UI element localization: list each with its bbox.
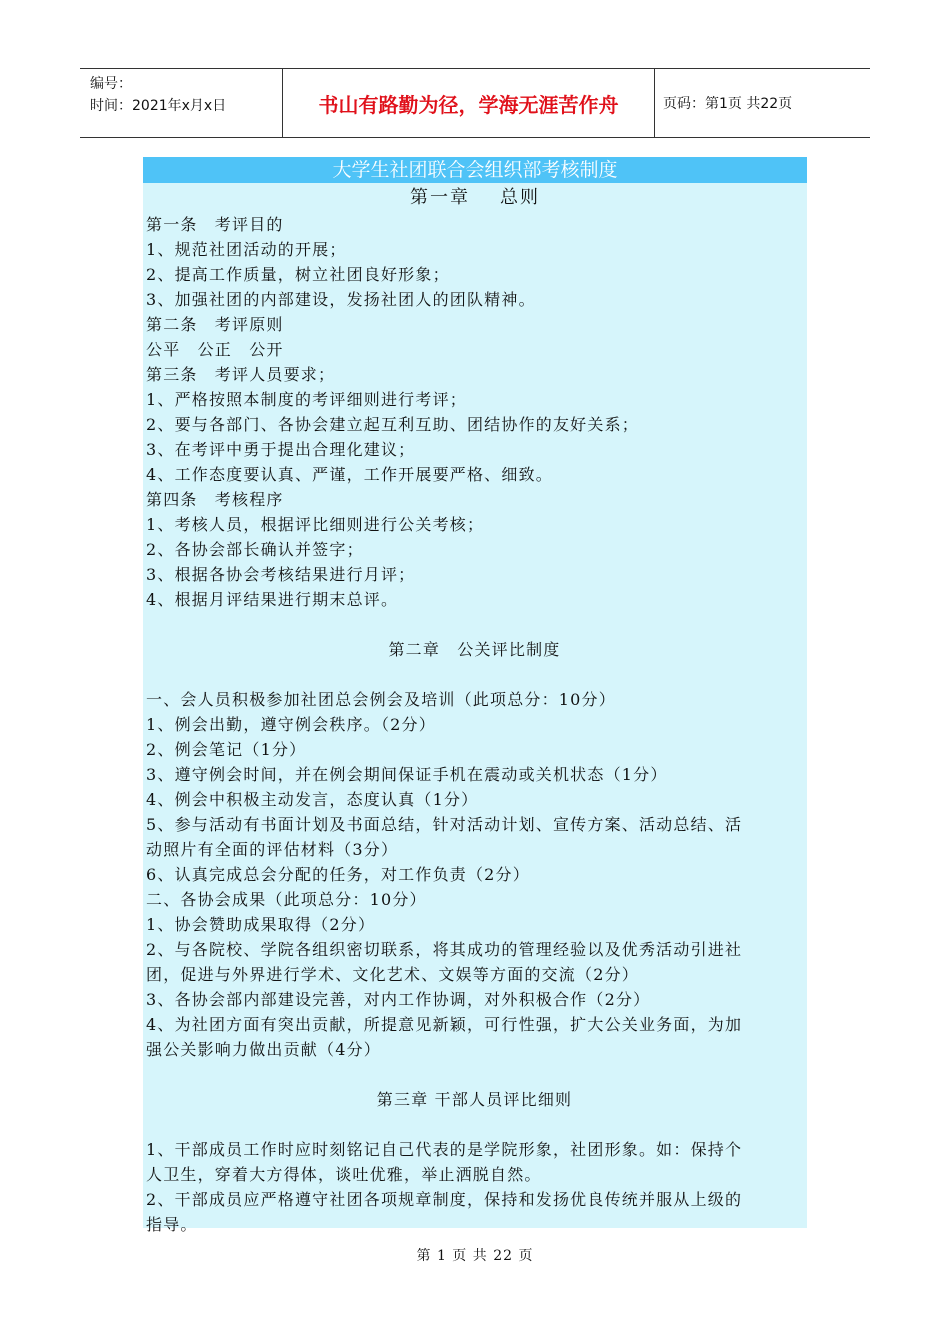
text-line: 2、提高工作质量，树立社团良好形象； <box>146 265 450 284</box>
text-line: 1、例会出勤，遵守例会秩序。（2分） <box>146 715 436 734</box>
text-line: 公平 公正 公开 <box>146 340 284 359</box>
document-body <box>143 212 807 1237</box>
chapter-1-name: 总则 <box>500 187 540 208</box>
text-line: 1、干部成员工作时应时刻铭记自己代表的是学院形象，社团形象。如：保持个 <box>146 1140 743 1159</box>
text-line: 3、加强社团的内部建设，发扬社团人的团队精神。 <box>146 290 536 309</box>
chapter-3-section <box>146 1137 803 1237</box>
text-line: 指导。 <box>146 1215 198 1234</box>
chapter-2-title: 第二章 公关评比制度 <box>388 640 561 659</box>
text-line: 3、遵守例会时间，并在例会期间保证手机在震动或关机状态（1分） <box>146 765 668 784</box>
text-line: 2、要与各部门、各协会建立起互利互助、团结协作的友好关系； <box>146 415 639 434</box>
text-line: 1、规范社团活动的开展； <box>146 240 347 259</box>
chapter-2-section <box>146 687 803 1062</box>
text-line: 一、会人员积极参加社团总会例会及培训（此项总分：10分） <box>146 690 616 709</box>
page-footer: 第 1 页 共 22 页 <box>416 1248 534 1264</box>
text-line: 2、与各院校、学院各组织密切联系，将其成功的管理经验以及优秀活动引进社 <box>146 940 743 959</box>
chapter-3-title: 第三章 干部人员评比细则 <box>376 1090 573 1109</box>
text-line: 1、严格按照本制度的考评细则进行考评； <box>146 390 467 409</box>
text-line: 3、各协会部内部建设完善，对内工作协调，对外积极合作（2分） <box>146 990 651 1009</box>
text-line: 6、认真完成总会分配的任务，对工作负责（2分） <box>146 865 530 884</box>
text-line: 3、在考评中勇于提出合理化建议； <box>146 440 416 459</box>
document-content <box>143 157 807 1234</box>
text-line: 1、考核人员，根据评比细则进行公关考核； <box>146 515 485 534</box>
number-label: 编号： <box>90 76 132 92</box>
text-line: 1、协会赞助成果取得（2分） <box>146 915 376 934</box>
text-line: 第三条 考评人员要求； <box>146 365 336 384</box>
text-line: 2、各协会部长确认并签字； <box>146 540 364 559</box>
text-line: 5、参与活动有书面计划及书面总结，针对活动计划、宣传方案、活动总结、活 <box>146 815 743 834</box>
text-line: 2、干部成员应严格遵守社团各项规章制度，保持和发扬优良传统并服从上级的 <box>146 1190 743 1209</box>
text-line: 动照片有全面的评估材料（3分） <box>146 840 399 859</box>
document-title: 大学生社团联合会组织部考核制度 <box>143 157 807 183</box>
chapter-1-section <box>146 212 803 612</box>
text-line: 二、各协会成果（此项总分：10分） <box>146 890 427 909</box>
text-line: 2、例会笔记（1分） <box>146 740 307 759</box>
text-line: 强公关影响力做出贡献（4分） <box>146 1040 381 1059</box>
text-line: 4、例会中积极主动发言，态度认真（1分） <box>146 790 479 809</box>
date-line: 时间：2021年x月x日 <box>90 98 227 114</box>
text-line: 4、根据月评结果进行期末总评。 <box>146 590 399 609</box>
text-line: 4、工作态度要认真、严谨，工作开展要严格、细致。 <box>146 465 553 484</box>
text-line: 第四条 考核程序 <box>146 490 284 509</box>
header-page-info: 页码：第1页 共22页 <box>663 96 793 112</box>
text-line: 第二条 考评原则 <box>146 315 284 334</box>
text-line: 4、为社团方面有突出贡献，所提意见新颖，可行性强，扩大公关业务面，为加 <box>146 1015 743 1034</box>
chapter-1-title <box>143 183 807 212</box>
text-line: 3、根据各协会考核结果进行月评； <box>146 565 416 584</box>
header-motto: 书山有路勤为径，学海无涯苦作舟 <box>283 69 655 137</box>
chapter-1-number: 第一章 <box>410 187 470 208</box>
text-line: 团，促进与外界进行学术、文化艺术、文娱等方面的交流（2分） <box>146 965 639 984</box>
text-line: 人卫生，穿着大方得体，谈吐优雅，举止洒脱自然。 <box>146 1165 542 1184</box>
header-meta <box>80 69 283 137</box>
text-line: 第一条 考评目的 <box>146 215 284 234</box>
page-header <box>80 68 870 138</box>
